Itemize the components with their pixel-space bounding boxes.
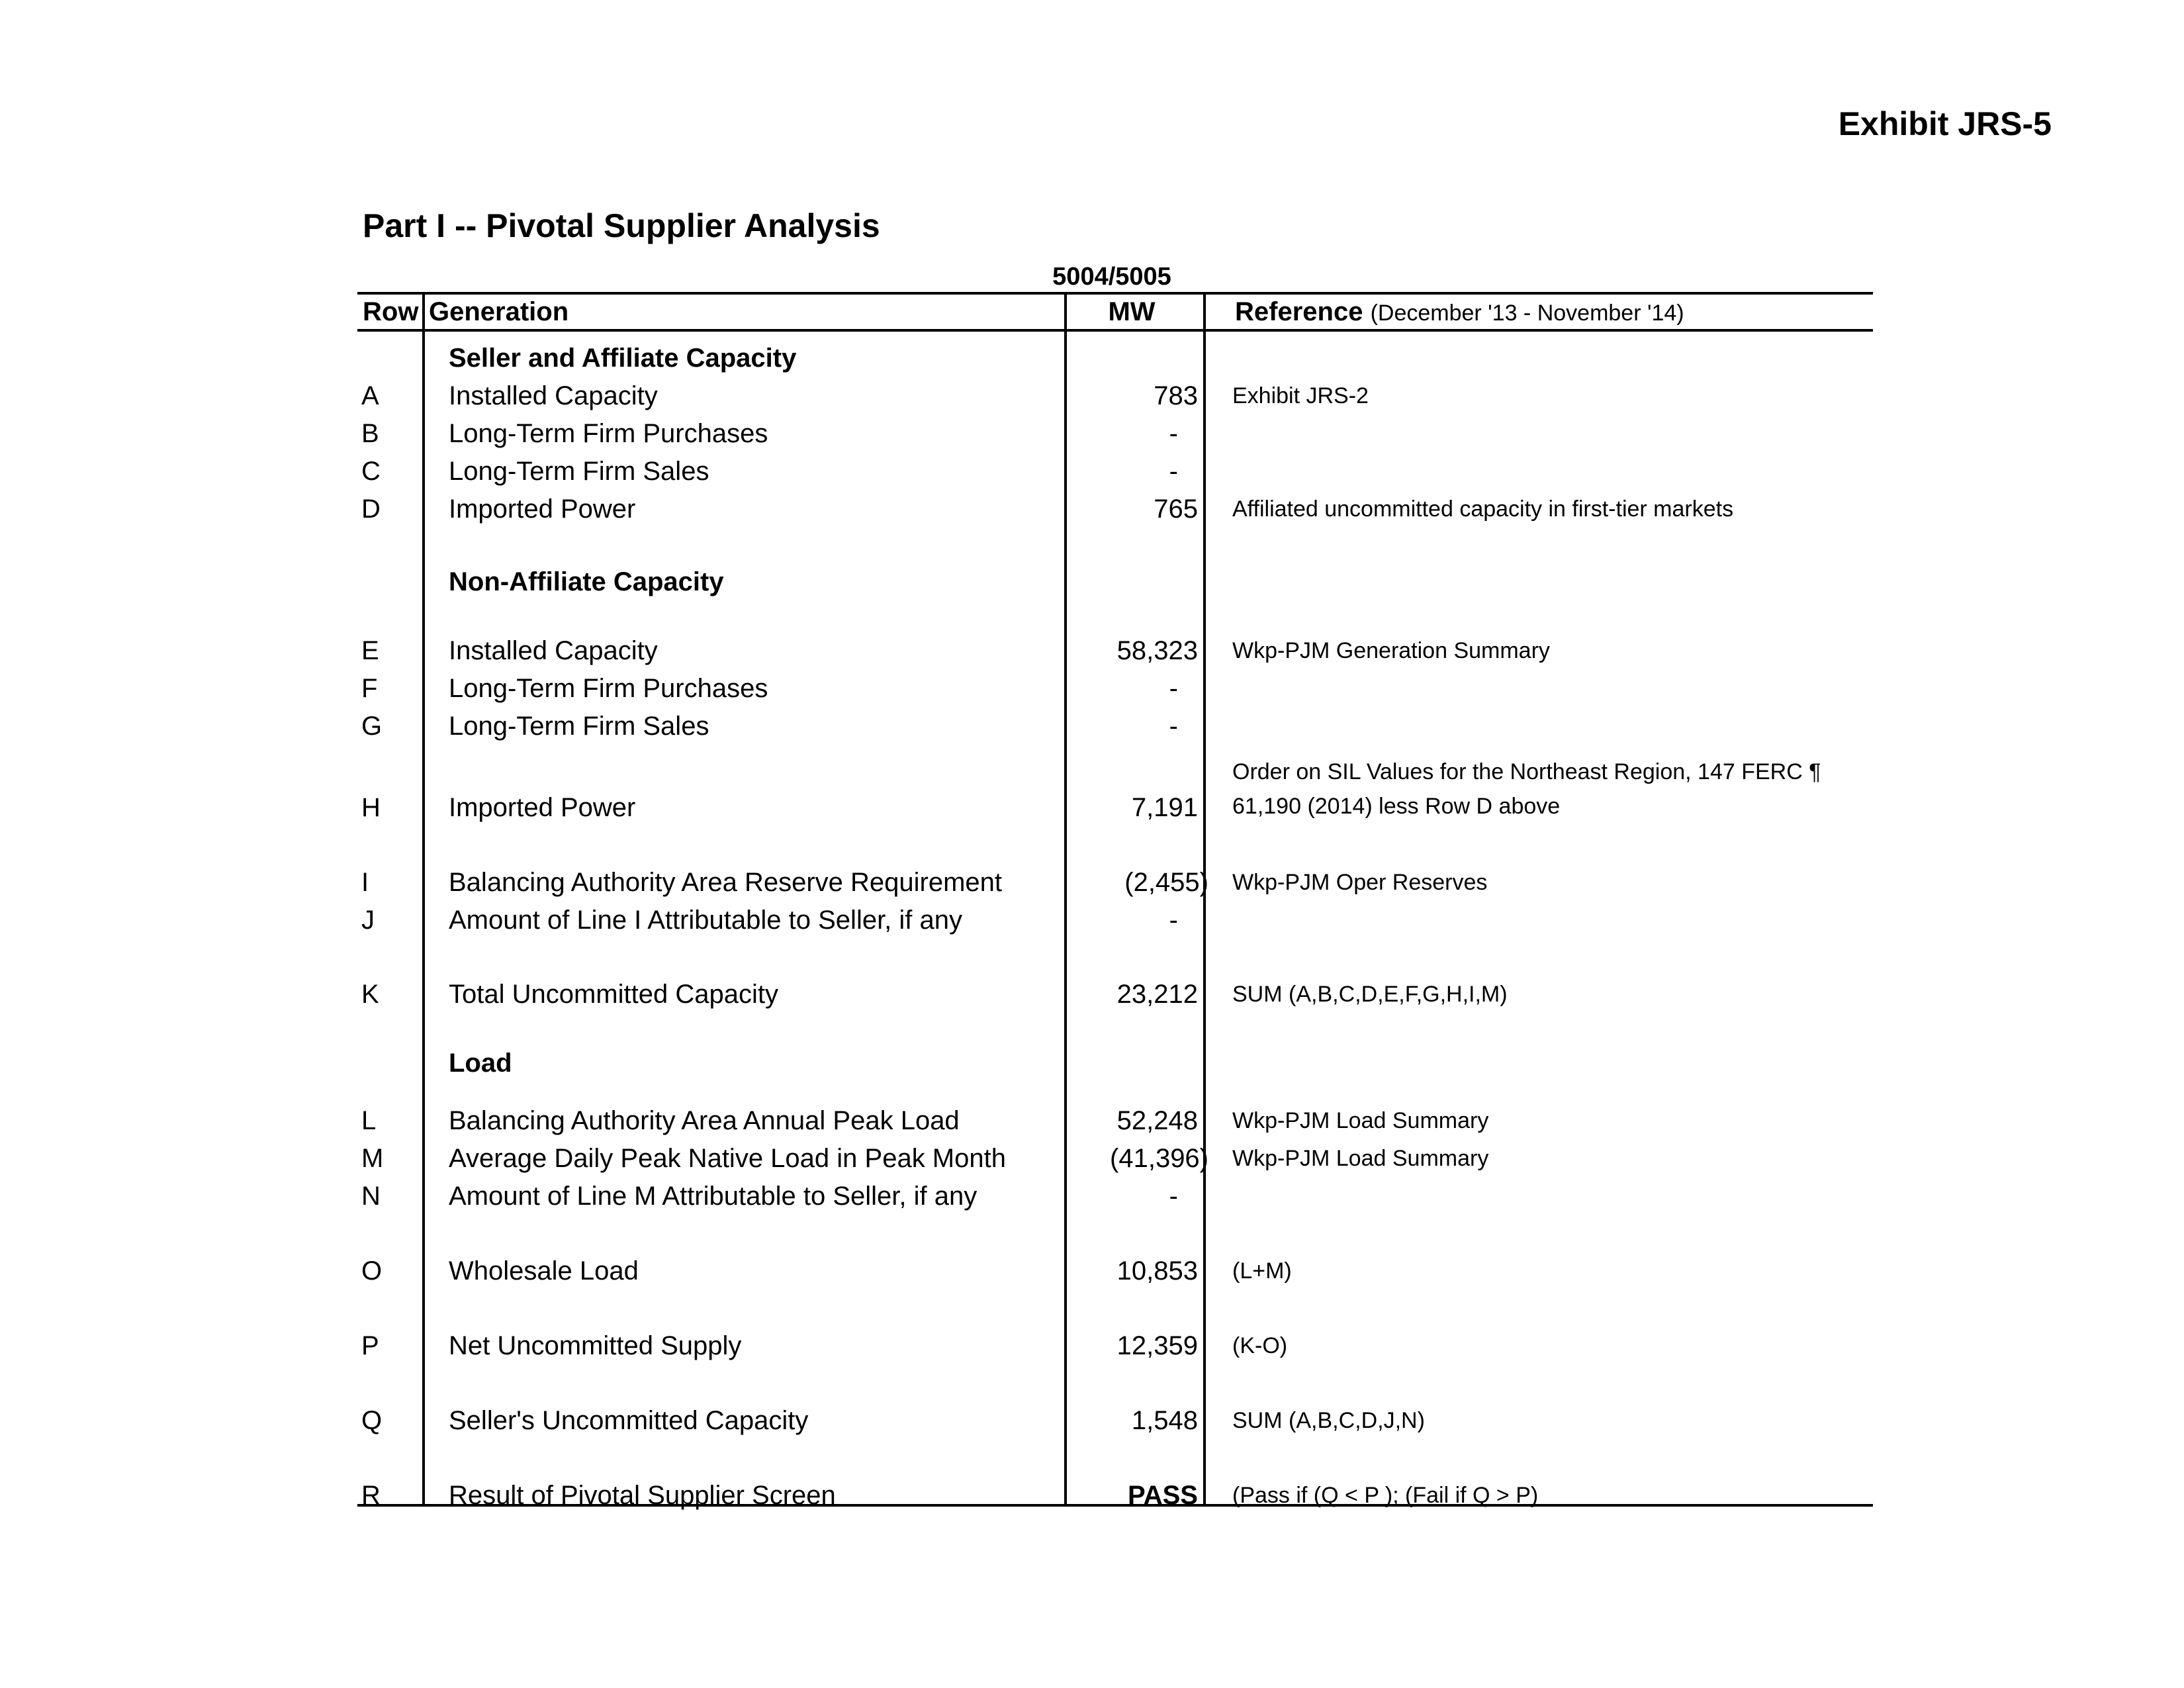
row-mw: 7,191 (1131, 793, 1198, 822)
row-reference: Affiliated uncommitted capacity in first-tier markets (1232, 496, 1734, 522)
row-id: Q (361, 1406, 383, 1435)
row-label: Total Uncommitted Capacity (449, 980, 778, 1009)
row-reference: (L+M) (1232, 1258, 1292, 1284)
row-reference: Order on SIL Values for the Northeast Region, 147 FERC ¶ 61,190 (2014) less Row D above (1232, 759, 1821, 819)
column-header-row: Row (363, 297, 419, 326)
section-load: Load (449, 1049, 512, 1078)
screen-result: PASS (1128, 1481, 1198, 1510)
row-label: Result of Pivotal Supplier Screen (449, 1481, 836, 1510)
row-id: C (361, 457, 381, 486)
row-id: E (361, 636, 379, 665)
row-reference: (K-O) (1232, 1333, 1288, 1358)
row-mw: - (1169, 457, 1178, 486)
row-label: Balancing Authority Area Annual Peak Load (449, 1106, 960, 1135)
column-header-generation: Generation (429, 297, 569, 326)
row-label: Long-Term Firm Purchases (449, 419, 768, 448)
section-non-affiliate: Non-Affiliate Capacity (449, 567, 724, 596)
row-mw: 1,548 (1131, 1406, 1198, 1435)
row-mw: - (1169, 1182, 1178, 1211)
row-mw: 765 (1154, 494, 1198, 524)
row-label: Balancing Authority Area Reserve Requirement (449, 868, 1003, 897)
row-label: Installed Capacity (449, 636, 658, 665)
row-label: Net Uncommitted Supply (449, 1331, 742, 1360)
section-seller-affiliate: Seller and Affiliate Capacity (449, 344, 797, 373)
row-label: Average Daily Peak Native Load in Peak Month (449, 1144, 1006, 1173)
row-reference: (Pass if (Q < P ); (Fail if Q > P) (1232, 1483, 1539, 1508)
row-reference: SUM (A,B,C,D,E,F,G,H,I,M) (1232, 982, 1508, 1007)
exhibit-label: Exhibit JRS-5 (1838, 105, 2052, 142)
row-mw: 783 (1154, 381, 1198, 410)
row-label: Amount of Line I Attributable to Seller, if any (449, 906, 963, 935)
row-mw: 12,359 (1116, 1331, 1198, 1360)
row-id: P (361, 1331, 379, 1360)
row-reference: Wkp-PJM Generation Summary (1232, 638, 1550, 663)
row-label: Seller's Uncommitted Capacity (449, 1406, 809, 1435)
column-header-mw: MW (1108, 297, 1156, 326)
row-label: Long-Term Firm Purchases (449, 674, 768, 703)
row-reference: Wkp-PJM Load Summary (1232, 1146, 1489, 1171)
row-label: Amount of Line M Attributable to Seller, if any (449, 1182, 978, 1211)
row-id: J (361, 906, 375, 935)
row-id: B (361, 419, 379, 448)
mw-group-header: 5004/5005 (1052, 263, 1171, 291)
row-mw: (41,396) (1110, 1144, 1208, 1173)
row-id: M (361, 1144, 384, 1173)
row-id: O (361, 1256, 383, 1286)
row-label: Long-Term Firm Sales (449, 712, 709, 741)
row-id: L (361, 1106, 377, 1135)
row-label: Wholesale Load (449, 1256, 639, 1286)
row-mw: - (1169, 906, 1178, 935)
row-id: K (361, 980, 379, 1009)
row-mw: 52,248 (1116, 1106, 1198, 1135)
row-reference: Wkp-PJM Oper Reserves (1232, 870, 1488, 895)
row-reference: Wkp-PJM Load Summary (1232, 1108, 1489, 1133)
row-mw: 10,853 (1116, 1256, 1198, 1286)
row-id: R (361, 1481, 381, 1510)
row-reference: Exhibit JRS-2 (1232, 383, 1369, 408)
row-id: D (361, 494, 381, 524)
row-mw: 23,212 (1116, 980, 1198, 1009)
page-title: Part I -- Pivotal Supplier Analysis (363, 207, 880, 244)
row-mw: (2,455) (1124, 868, 1208, 897)
row-label: Imported Power (449, 793, 636, 822)
row-id: G (361, 712, 383, 741)
reference-title: Reference (1235, 297, 1363, 326)
column-header-reference (1235, 293, 1684, 332)
row-label: Long-Term Firm Sales (449, 457, 709, 486)
row-mw: - (1169, 712, 1178, 741)
generation-column-divider (1064, 292, 1067, 1507)
reference-period: (December '13 - November '14) (1370, 301, 1684, 326)
row-label: Imported Power (449, 494, 636, 524)
row-mw: - (1169, 419, 1178, 448)
row-id: N (361, 1182, 381, 1211)
row-id: F (361, 674, 378, 703)
row-label: Installed Capacity (449, 381, 658, 410)
row-mw: 58,323 (1116, 636, 1198, 665)
row-reference: SUM (A,B,C,D,J,N) (1232, 1408, 1425, 1433)
row-id: A (361, 381, 379, 410)
row-id: I (361, 868, 369, 897)
row-id: H (361, 793, 381, 822)
row-mw: - (1169, 674, 1178, 703)
row-column-divider (422, 292, 425, 1507)
